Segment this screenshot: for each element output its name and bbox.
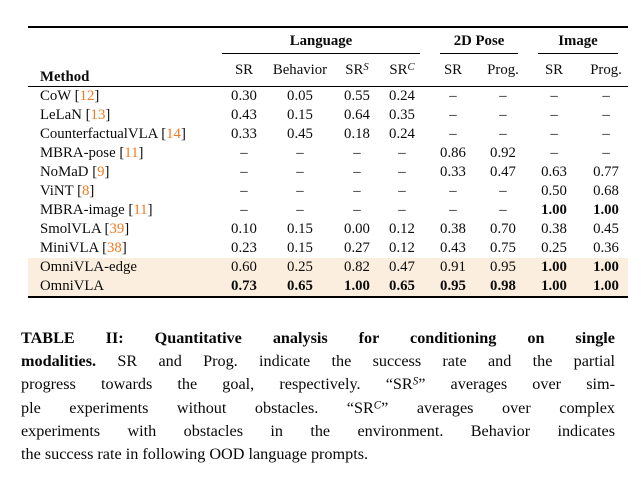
value-cell: – <box>550 145 558 161</box>
value-cell: 0.15 <box>287 221 313 237</box>
value-cell: 0.18 <box>344 126 370 142</box>
column-header: Prog. <box>584 54 628 87</box>
value-cell: 1.00 <box>593 202 619 218</box>
column-header: SR <box>524 54 584 87</box>
value-cell: 0.77 <box>593 164 619 180</box>
value-cell: 0.92 <box>490 145 516 161</box>
citation-link[interactable]: 39 <box>109 221 125 237</box>
value-cell: 0.47 <box>380 258 424 277</box>
value-cell: 1.00 <box>584 277 628 297</box>
value-cell: 0.68 <box>593 183 619 199</box>
value-cell: 1.00 <box>334 277 380 297</box>
column-header: $SR^C$ <box>380 54 424 87</box>
value-cell: – <box>550 88 558 104</box>
value-cell: – <box>602 126 610 142</box>
method-cell: MBRA-pose [11] <box>40 145 144 161</box>
value-cell: 0.63 <box>541 164 567 180</box>
value-cell: – <box>499 107 507 123</box>
caption-superscript: S <box>412 375 419 388</box>
value-cell: 0.10 <box>231 221 257 237</box>
value-cell: 0.27 <box>344 240 370 256</box>
method-cell: LeLaN [13] <box>40 107 111 123</box>
method-cell: ViNT [8] <box>40 183 95 199</box>
value-cell: – <box>240 164 248 180</box>
value-cell: 0.05 <box>287 88 313 104</box>
citation-link[interactable]: 14 <box>166 126 181 142</box>
table-row <box>28 106 628 125</box>
value-cell: 0.38 <box>541 221 567 237</box>
value-cell: 0.98 <box>482 277 524 297</box>
group-label-2d-pose: 2D Pose <box>440 33 518 54</box>
value-cell: 0.43 <box>231 107 257 123</box>
value-cell: 0.86 <box>440 145 466 161</box>
value-cell: 0.82 <box>334 258 380 277</box>
method-cell: MiniVLA [38] <box>40 240 127 256</box>
value-cell: – <box>240 202 248 218</box>
table-row <box>28 239 628 258</box>
value-cell: – <box>449 107 457 123</box>
value-cell: – <box>296 145 304 161</box>
method-cell: OmniVLA-edge <box>28 258 222 277</box>
value-cell: 0.70 <box>490 221 516 237</box>
method-cell: SmolVLA [39] <box>40 221 130 237</box>
column-header: Behavior <box>266 54 334 87</box>
value-cell: 1.00 <box>541 202 567 218</box>
value-cell: 0.91 <box>424 258 482 277</box>
citation-link[interactable]: 8 <box>82 183 90 199</box>
caption-text: modalities. <box>21 352 97 371</box>
value-cell: – <box>296 202 304 218</box>
value-cell: – <box>296 183 304 199</box>
value-cell: 0.95 <box>482 258 524 277</box>
method-cell: CounterfactualVLA [14] <box>40 126 186 142</box>
column-header: SR <box>222 54 266 87</box>
caption-line <box>21 443 615 466</box>
caption-line <box>21 420 615 443</box>
value-cell: – <box>398 164 406 180</box>
method-cell: NoMaD [9] <box>40 164 110 180</box>
value-cell: 0.43 <box>440 240 466 256</box>
method-column-header: Method <box>28 27 222 87</box>
value-cell: 0.12 <box>389 221 415 237</box>
value-cell: 0.64 <box>344 107 370 123</box>
caption-line <box>21 397 615 420</box>
value-cell: 0.55 <box>344 88 370 104</box>
column-header: SR <box>424 54 482 87</box>
value-cell: – <box>296 164 304 180</box>
value-cell: 0.65 <box>380 277 424 297</box>
value-cell: 0.45 <box>593 221 619 237</box>
value-cell: – <box>449 183 457 199</box>
citation-link[interactable]: 13 <box>90 107 106 123</box>
column-header: Prog. <box>482 54 524 87</box>
method-cell: MBRA-image [11] <box>40 202 153 218</box>
value-cell: – <box>353 145 361 161</box>
value-cell: 0.12 <box>389 240 415 256</box>
citation-link[interactable]: 11 <box>133 202 148 218</box>
value-cell: 1.00 <box>524 258 584 277</box>
value-cell: 0.65 <box>266 277 334 297</box>
table-body <box>28 87 628 298</box>
group-header-language <box>222 27 424 54</box>
value-cell: 0.36 <box>593 240 619 256</box>
value-cell: – <box>353 164 361 180</box>
caption-text: ” averages over sim- <box>418 375 615 394</box>
value-cell: – <box>398 183 406 199</box>
table-row <box>28 87 628 107</box>
value-cell: – <box>398 202 406 218</box>
citation-link[interactable]: 11 <box>124 145 139 161</box>
value-cell: 0.73 <box>222 277 266 297</box>
caption-superscript: C <box>373 398 382 411</box>
group-header-2d-pose <box>424 27 524 54</box>
value-cell: 0.50 <box>541 183 567 199</box>
caption-text: ” averages over complex <box>381 398 615 417</box>
caption-text: SR and Prog. indicate the success rate and the partial <box>96 352 615 371</box>
value-cell: – <box>353 183 361 199</box>
value-cell: – <box>550 126 558 142</box>
value-cell: 0.38 <box>440 221 466 237</box>
value-cell: – <box>550 107 558 123</box>
table-caption <box>21 327 615 466</box>
column-header-superscript: S <box>363 61 369 73</box>
value-cell: 0.35 <box>389 107 415 123</box>
method-cell: CoW [12] <box>40 88 100 104</box>
value-cell: – <box>499 183 507 199</box>
table-row <box>28 201 628 220</box>
value-cell: 0.95 <box>424 277 482 297</box>
value-cell: 0.00 <box>344 221 370 237</box>
column-header: $SR^S$ <box>334 54 380 87</box>
table-row <box>28 144 628 163</box>
value-cell: – <box>499 88 507 104</box>
value-cell: 0.15 <box>287 107 313 123</box>
results-table <box>28 26 628 298</box>
value-cell: 0.47 <box>490 164 516 180</box>
value-cell: 0.60 <box>222 258 266 277</box>
value-cell: – <box>449 202 457 218</box>
table-row <box>28 258 628 277</box>
caption-text: experiments with obstacles in the environment. Behavior indicates <box>21 421 615 440</box>
table-row <box>28 277 628 297</box>
value-cell: 0.33 <box>440 164 466 180</box>
caption-text: progress towards the goal, respectively. “SR <box>21 375 413 394</box>
value-cell: – <box>449 88 457 104</box>
value-cell: 0.25 <box>266 258 334 277</box>
value-cell: 0.25 <box>541 240 567 256</box>
table-row <box>28 182 628 201</box>
caption-line <box>21 327 615 350</box>
table-row <box>28 163 628 182</box>
value-cell: – <box>602 107 610 123</box>
value-cell: 1.00 <box>524 277 584 297</box>
group-label-language: Language <box>222 33 420 54</box>
value-cell: – <box>449 126 457 142</box>
group-label-image: Image <box>538 33 618 54</box>
value-cell: 0.15 <box>287 240 313 256</box>
column-header-superscript: C <box>407 61 415 73</box>
caption-line <box>21 350 615 373</box>
value-cell: – <box>499 202 507 218</box>
value-cell: – <box>240 145 248 161</box>
value-cell: 0.24 <box>389 88 415 104</box>
value-cell: 0.30 <box>231 88 257 104</box>
method-cell: OmniVLA <box>28 277 222 297</box>
value-cell: – <box>353 202 361 218</box>
table-row <box>28 220 628 239</box>
table-row <box>28 125 628 144</box>
caption-text: TABLE II: Quantitative analysis for conditioning on single <box>21 329 615 347</box>
value-cell: 0.24 <box>389 126 415 142</box>
caption-text: the success rate in following OOD language prompts. <box>21 445 369 464</box>
value-cell: – <box>602 88 610 104</box>
value-cell: – <box>602 145 610 161</box>
citation-link[interactable]: 38 <box>107 240 122 256</box>
results-table-container <box>28 26 628 298</box>
group-header-image <box>524 27 628 54</box>
value-cell: 0.45 <box>287 126 313 142</box>
value-cell: – <box>499 126 507 142</box>
caption-line <box>21 373 615 396</box>
caption-text: ple experiments without obstacles. “SR <box>21 398 374 417</box>
citation-link[interactable]: 12 <box>79 88 95 104</box>
value-cell: 0.33 <box>231 126 257 142</box>
value-cell: 0.75 <box>490 240 516 256</box>
value-cell: – <box>398 145 406 161</box>
citation-link[interactable]: 9 <box>97 164 105 180</box>
value-cell: 1.00 <box>584 258 628 277</box>
value-cell: – <box>240 183 248 199</box>
value-cell: 0.23 <box>231 240 257 256</box>
group-header-row <box>28 27 628 54</box>
